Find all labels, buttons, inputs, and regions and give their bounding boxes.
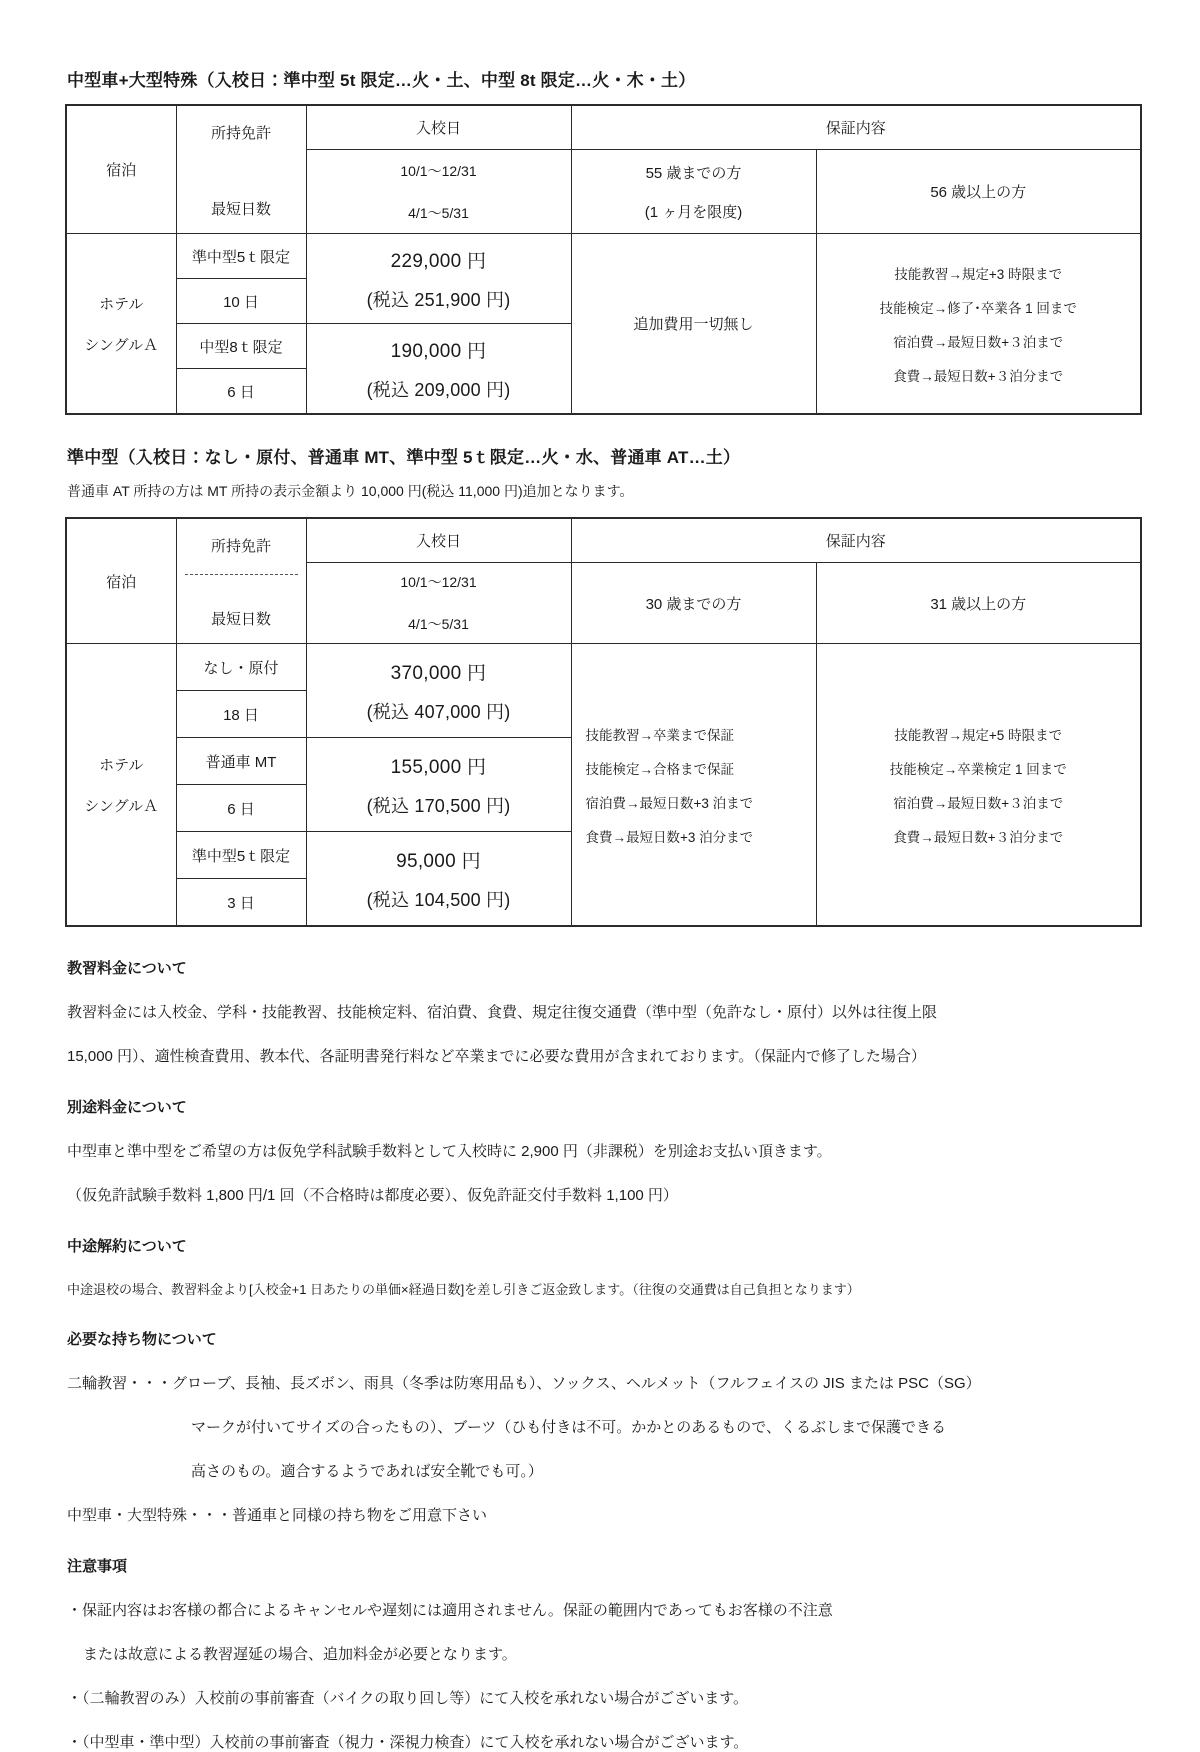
t1-row2-price-cell	[306, 324, 571, 415]
t1-row1-license: 準中型5ｔ限定	[176, 234, 306, 279]
t1-row1-days: 10 日	[176, 279, 306, 324]
extra-fees-line-1: 中型車と準中型をご希望の方は仮免学科試験手数料として入校時に 2,900 円（非課税）を別途お支払い頂きます。	[67, 1143, 832, 1160]
t2-old-guarantee-line-3: 宿泊費→最短日数+３泊まで	[893, 795, 1064, 811]
belongings-line-4: 中型車・大型特殊・・・普通車と同様の持ち物をご用意下さい	[67, 1507, 488, 1524]
t1-old-guarantee-line-2: 技能検定→修了･卒業各 1 回まで	[879, 300, 1077, 316]
t1-row1-price: 229,000 円	[390, 250, 487, 272]
t1-license-days-header	[176, 105, 306, 234]
t1-row2-tax: (税込 209,000 円)	[366, 379, 511, 400]
t2-guarantee-header: 保証内容	[571, 518, 1141, 563]
t2-old-guarantee-line-1: 技能教習→規定+5 時限まで	[894, 727, 1063, 743]
extra-fees-line-2: （仮免許試験手数料 1,800 円/1 回（不合格時は都度必要）、仮免許証交付手数料 1,100 円）	[67, 1187, 678, 1204]
t2-entry-period-2: 4/1～5/31	[408, 616, 469, 632]
t1-lodging-line-1: ホテル	[99, 295, 144, 313]
t1-young-note: (1 ヶ月を限度)	[644, 203, 743, 221]
t2-row3-license: 準中型5ｔ限定	[176, 832, 306, 879]
t2-lodging-header: 宿泊	[66, 518, 176, 644]
t1-row2-days: 6 日	[176, 369, 306, 415]
cancellation-heading: 中途解約について	[67, 1238, 187, 1255]
t2-license-days-header	[176, 518, 306, 644]
t1-entry-period-2: 4/1～5/31	[408, 204, 469, 221]
t2-young-guarantee	[571, 644, 816, 927]
belongings-line-3: 高さのもの。適合するようであれば安全靴でも可。）	[191, 1463, 543, 1480]
cautions-line-2: または故意による教習遅延の場合、追加料金が必要となります。	[83, 1646, 517, 1663]
cancellation-line-1: 中途退校の場合、教習料金より[入校金+1 日あたりの単価×経過日数]を差し引きご返金致します。（往復の交通費は自己負担となります）	[67, 1282, 860, 1297]
belongings-line-2: マークが付いてサイズの合ったもの）、ブーツ（ひも付きは不可。かかとのあるもので、くるぶしまで保護できる	[191, 1419, 946, 1436]
t2-row3-price-cell	[306, 832, 571, 927]
t1-young-header	[571, 150, 816, 234]
t2-lodging-cell	[66, 644, 176, 927]
t2-row2-tax: (税込 170,500 円)	[366, 795, 511, 816]
t1-old-guarantee-line-1: 技能教習→規定+3 時限まで	[894, 266, 1063, 282]
t2-row1-price-cell	[306, 644, 571, 738]
cautions-heading: 注意事項	[67, 1558, 128, 1575]
t1-entry-period-1: 10/1～12/31	[400, 162, 477, 179]
t2-entry-header: 入校日	[306, 518, 571, 563]
t2-lodging-line-1: ホテル	[99, 756, 144, 774]
fees-line-1: 教習料金には入校金、学科・技能教習、技能検定料、宿泊費、食費、規定往復交通費（準中型（免許なし・原付）以外は往復上限	[67, 1004, 938, 1021]
cautions-line-3: ・（二輪教習のみ）入校前の事前審査（バイクの取り回し等）にて入校を承れない場合がございます。	[67, 1690, 749, 1707]
t2-days-label: 最短日数	[210, 611, 271, 628]
t1-lodging-line-2: シングルＡ	[84, 336, 159, 354]
t2-old-guarantee	[816, 644, 1141, 927]
t2-row1-license: なし・原付	[176, 644, 306, 691]
t2-license-label: 所持免許	[185, 535, 298, 575]
t1-young-title: 55 歳までの方	[645, 164, 742, 182]
t1-lodging-cell	[66, 234, 176, 415]
fees-heading: 教習料金について	[67, 960, 187, 977]
t2-row3-tax: (税込 104,500 円)	[366, 889, 511, 910]
t1-old-guarantee	[816, 234, 1141, 415]
t2-young-header: 30 歳までの方	[571, 563, 816, 644]
t2-row1-days: 18 日	[176, 691, 306, 738]
t2-lodging-line-2: シングルＡ	[84, 797, 159, 815]
section2-note: 普通車 AT 所持の方は MT 所持の表示金額より 10,000 円(税込 11,000 円)追加となります。	[67, 483, 634, 499]
t1-old-guarantee-line-3: 宿泊費→最短日数+３泊まで	[893, 334, 1064, 350]
t2-row3-days: 3 日	[176, 879, 306, 927]
price-table-chugata-daitokushu	[65, 104, 1142, 415]
t1-young-guarantee: 追加費用一切無し	[571, 234, 816, 415]
price-table-junchugata	[65, 517, 1142, 927]
t2-young-guarantee-line-2: 技能検定→合格まで保証	[585, 761, 734, 777]
t1-days-label: 最短日数	[210, 201, 271, 218]
t2-row1-price: 370,000 円	[390, 662, 487, 684]
t1-entry-periods	[306, 150, 571, 234]
t2-row2-license: 普通車 MT	[176, 738, 306, 785]
t2-row2-price-cell	[306, 738, 571, 832]
cautions-line-1: ・保証内容はお客様の都合によるキャンセルや遅刻には適用されません。保証の範囲内であってもお客様の不注意	[67, 1602, 833, 1619]
t1-license-label: 所持免許	[210, 125, 271, 142]
t2-old-header: 31 歳以上の方	[816, 563, 1141, 644]
extra-fees-heading: 別途料金について	[67, 1099, 187, 1116]
t2-old-guarantee-line-4: 食費→最短日数+３泊分まで	[893, 829, 1064, 845]
t2-entry-period-1: 10/1～12/31	[400, 574, 477, 590]
section1-title: 中型車+大型特殊（入校日：準中型 5t 限定…火・土、中型 8t 限定…火・木・土）	[67, 71, 696, 90]
t2-row1-tax: (税込 407,000 円)	[366, 701, 511, 722]
fees-line-2: 15,000 円）、適性検査費用、教本代、各証明書発行料など卒業までに必要な費用が含まれております。（保証内で修了した場合）	[67, 1048, 926, 1065]
belongings-line-1: 二輪教習・・・グローブ、長袖、長ズボン、雨具（冬季は防寒用品も）、ソックス、ヘルメット（フルフェイスの JIS または PSC（SG）	[67, 1375, 981, 1392]
t2-old-guarantee-line-2: 技能検定→卒業検定 1 回まで	[889, 761, 1067, 777]
t1-row2-price: 190,000 円	[390, 340, 487, 362]
t1-old-guarantee-line-4: 食費→最短日数+３泊分まで	[893, 368, 1064, 384]
t2-row2-days: 6 日	[176, 785, 306, 832]
t1-row1-tax: (税込 251,900 円)	[366, 289, 511, 310]
t2-young-guarantee-line-4: 食費→最短日数+3 泊分まで	[585, 829, 754, 845]
t1-row2-license: 中型8ｔ限定	[176, 324, 306, 369]
t1-lodging-header: 宿泊	[66, 105, 176, 234]
t1-row1-price-cell	[306, 234, 571, 324]
t2-young-guarantee-line-1: 技能教習→卒業まで保証	[585, 727, 734, 743]
t2-young-guarantee-line-3: 宿泊費→最短日数+3 泊まで	[585, 795, 754, 811]
t2-entry-periods	[306, 563, 571, 644]
t1-guarantee-header: 保証内容	[571, 105, 1141, 150]
cautions-line-4: ・（中型車・準中型）入校前の事前審査（視力・深視力検査）にて入校を承れない場合がございます。	[67, 1734, 749, 1751]
t1-old-header: 56 歳以上の方	[816, 150, 1141, 234]
t2-row2-price: 155,000 円	[390, 756, 487, 778]
t2-row3-price: 95,000 円	[396, 850, 481, 872]
t1-entry-header: 入校日	[306, 105, 571, 150]
section2-title: 準中型（入校日：なし・原付、普通車 MT、準中型 5ｔ限定…火・水、普通車 AT…土）	[67, 448, 741, 467]
belongings-heading: 必要な持ち物について	[67, 1331, 217, 1348]
